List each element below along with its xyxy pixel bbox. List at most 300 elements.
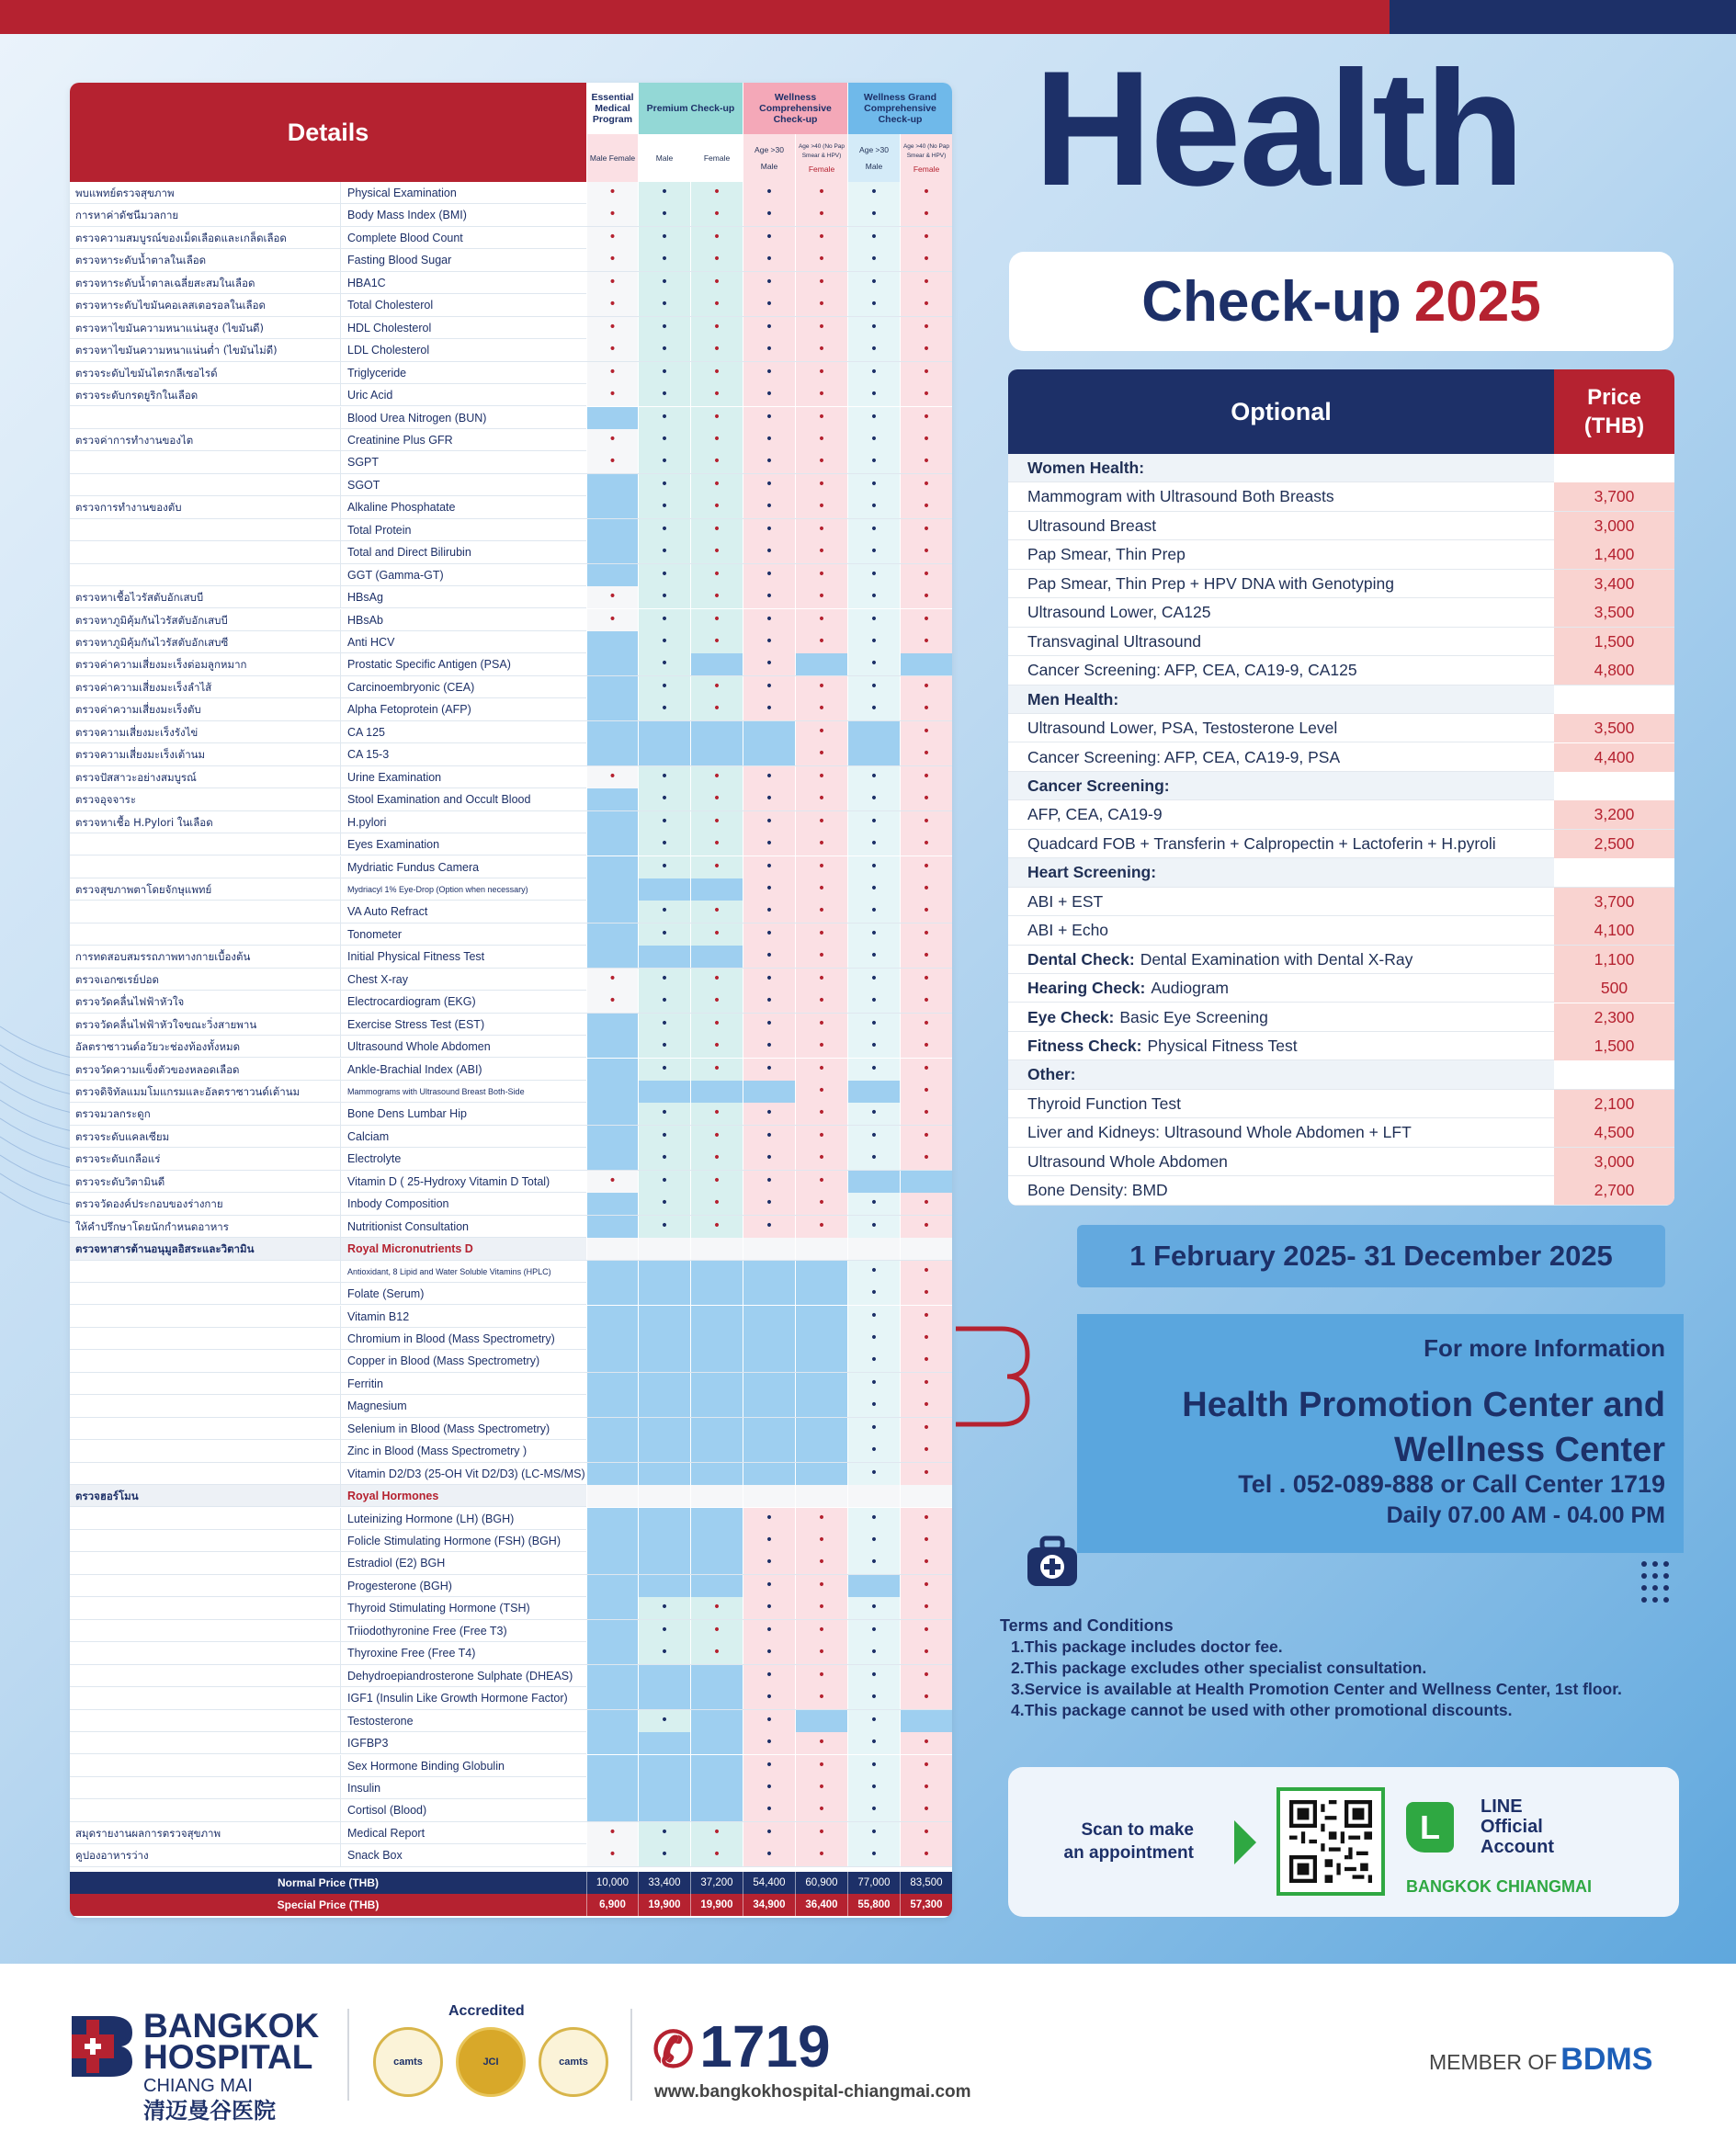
table-row bbox=[70, 1014, 952, 1036]
package-cell bbox=[638, 1575, 690, 1597]
included-dot-icon: • bbox=[765, 1060, 774, 1076]
table-row bbox=[70, 1732, 952, 1754]
included-dot-icon: • bbox=[817, 1667, 826, 1683]
row-test-name: Ultrasound Whole Abdomen bbox=[340, 1036, 586, 1058]
package-cell bbox=[900, 811, 952, 833]
included-dot-icon: • bbox=[765, 566, 774, 582]
row-test-name: Mydriatic Fundus Camera bbox=[340, 856, 586, 878]
included-dot-icon: • bbox=[712, 925, 721, 941]
included-dot-icon: • bbox=[869, 1150, 879, 1166]
optional-item bbox=[1008, 1148, 1674, 1176]
package-cell bbox=[743, 1844, 795, 1866]
package-cell bbox=[638, 519, 690, 541]
table-row bbox=[70, 1036, 952, 1058]
table-row bbox=[70, 1575, 952, 1597]
included-dot-icon: • bbox=[869, 1038, 879, 1054]
included-dot-icon: • bbox=[660, 319, 669, 334]
table-row bbox=[70, 1642, 952, 1664]
row-thai-label: ตรวจสุขภาพตาโดยจักษุแพทย์ bbox=[75, 882, 212, 896]
package-cell bbox=[638, 204, 690, 226]
included-dot-icon: • bbox=[660, 1038, 669, 1054]
qr-code-icon bbox=[1289, 1800, 1372, 1883]
row-thai-label bbox=[75, 924, 333, 946]
optional-item-price: 1,400 bbox=[1554, 540, 1674, 569]
included-dot-icon: • bbox=[712, 1824, 721, 1840]
package-cell bbox=[586, 721, 638, 743]
included-dot-icon: • bbox=[922, 1779, 931, 1795]
package-cell bbox=[638, 1328, 690, 1350]
included-dot-icon: • bbox=[817, 948, 826, 964]
package-cell bbox=[847, 1508, 900, 1530]
included-dot-icon: • bbox=[660, 678, 669, 694]
package-cell bbox=[690, 924, 743, 946]
included-dot-icon: • bbox=[922, 813, 931, 829]
package-cell bbox=[847, 1642, 900, 1664]
row-thai-label: ตรวจหาเชื้อ H.Pylori ในเลือด bbox=[75, 815, 213, 829]
included-dot-icon: • bbox=[765, 229, 774, 244]
included-dot-icon: • bbox=[869, 476, 879, 492]
package-cell bbox=[743, 1193, 795, 1215]
optional-item-name: Ultrasound Breast bbox=[1027, 516, 1157, 535]
table-row bbox=[70, 1552, 952, 1574]
included-dot-icon: • bbox=[817, 364, 826, 380]
included-dot-icon: • bbox=[922, 297, 931, 312]
included-dot-icon: • bbox=[817, 678, 826, 694]
package-cell bbox=[586, 653, 638, 675]
package-cell bbox=[847, 586, 900, 608]
subhead-grand-male-label: Male bbox=[865, 162, 883, 171]
package-cell bbox=[900, 339, 952, 361]
included-dot-icon: • bbox=[922, 1577, 931, 1592]
included-dot-icon: • bbox=[660, 634, 669, 649]
included-dot-icon: • bbox=[765, 993, 774, 1009]
brand-line-3: CHIANG MAI bbox=[143, 2076, 253, 2096]
included-dot-icon: • bbox=[922, 611, 931, 627]
included-dot-icon: • bbox=[817, 1555, 826, 1570]
row-test-name: Chromium in Blood (Mass Spectrometry) bbox=[340, 1328, 586, 1350]
table-row bbox=[70, 1306, 952, 1328]
website-link[interactable]: www.bangkokhospital-chiangmai.com bbox=[654, 2082, 971, 2102]
row-test-name: Copper in Blood (Mass Spectrometry) bbox=[340, 1350, 586, 1372]
included-dot-icon: • bbox=[765, 1510, 774, 1525]
package-cell bbox=[847, 1014, 900, 1036]
row-test-name: Mydriacyl 1% Eye-Drop (Option when necessary) bbox=[340, 878, 586, 901]
included-dot-icon: • bbox=[869, 1398, 879, 1413]
package-cell bbox=[743, 1485, 795, 1507]
row-thai-label bbox=[75, 1777, 333, 1799]
appointment-card bbox=[1008, 1767, 1679, 1917]
package-cell bbox=[743, 991, 795, 1013]
phone-number[interactable] bbox=[652, 2012, 831, 2080]
package-cell bbox=[795, 1373, 847, 1395]
included-dot-icon: • bbox=[817, 1060, 826, 1076]
package-cell bbox=[638, 1059, 690, 1081]
optional-item-name: ABI + EST bbox=[1027, 891, 1104, 911]
package-cell bbox=[795, 362, 847, 384]
optional-item-price: 3,000 bbox=[1554, 1148, 1674, 1176]
package-cell bbox=[638, 182, 690, 204]
included-dot-icon: • bbox=[660, 1150, 669, 1166]
table-row bbox=[70, 721, 952, 743]
table-row bbox=[70, 833, 952, 856]
row-thai-label bbox=[75, 901, 333, 923]
package-cell bbox=[690, 1508, 743, 1530]
row-test-name: Vitamin B12 bbox=[340, 1306, 586, 1328]
package-cell bbox=[795, 1216, 847, 1238]
line-logo: L bbox=[1406, 1802, 1454, 1853]
package-cell bbox=[690, 1103, 743, 1125]
brand-name bbox=[143, 2007, 320, 2125]
package-cell bbox=[795, 878, 847, 901]
package-cell bbox=[690, 1597, 743, 1619]
package-cell bbox=[638, 676, 690, 698]
row-test-name: Dehydroepiandrosterone Sulphate (DHEAS) bbox=[340, 1665, 586, 1687]
package-cell bbox=[690, 294, 743, 316]
accreditation bbox=[368, 2003, 616, 2104]
package-cell bbox=[795, 407, 847, 429]
included-dot-icon: • bbox=[712, 387, 721, 402]
row-test-name: Fasting Blood Sugar bbox=[340, 249, 586, 271]
included-dot-icon: • bbox=[765, 1127, 774, 1143]
package-cell bbox=[795, 339, 847, 361]
row-test-name: Folicle Stimulating Hormone (FSH) (BGH) bbox=[340, 1530, 586, 1552]
package-cell bbox=[743, 946, 795, 968]
package-cell bbox=[900, 1328, 952, 1350]
package-cell bbox=[900, 1014, 952, 1036]
package-cell bbox=[795, 1508, 847, 1530]
optional-item-price: 3,500 bbox=[1554, 598, 1674, 627]
row-test-name: Royal Micronutrients D bbox=[340, 1238, 586, 1260]
included-dot-icon: • bbox=[765, 880, 774, 896]
package-cell bbox=[795, 1261, 847, 1283]
included-dot-icon: • bbox=[765, 791, 774, 807]
package-cell bbox=[795, 833, 847, 856]
table-row bbox=[70, 1283, 952, 1305]
package-cell bbox=[638, 833, 690, 856]
package-cell bbox=[690, 541, 743, 563]
package-cell bbox=[743, 1799, 795, 1821]
table-row bbox=[70, 294, 952, 316]
package-cell bbox=[638, 901, 690, 923]
row-thai-label: ตรวจเอกซเรย์ปอด bbox=[75, 972, 159, 986]
package-cell bbox=[638, 924, 690, 946]
member-of-bdms bbox=[1429, 2042, 1652, 2078]
package-cell bbox=[743, 1395, 795, 1417]
optional-item-name: Men Health: bbox=[1027, 689, 1119, 708]
optional-item-price: 4,100 bbox=[1554, 916, 1674, 945]
row-thai-label bbox=[75, 1799, 333, 1821]
package-cell bbox=[900, 227, 952, 249]
optional-header: Optional bbox=[1008, 369, 1554, 454]
row-test-name: SGOT bbox=[340, 474, 586, 496]
included-dot-icon: • bbox=[660, 656, 669, 672]
included-dot-icon: • bbox=[712, 1847, 721, 1863]
package-cell bbox=[638, 1755, 690, 1777]
package-cell bbox=[847, 1418, 900, 1440]
row-thai-label bbox=[75, 1508, 333, 1530]
included-dot-icon: • bbox=[817, 431, 826, 447]
package-cell bbox=[743, 1171, 795, 1193]
price-header-line1: Price bbox=[1587, 385, 1641, 410]
table-row bbox=[70, 249, 952, 271]
table-row bbox=[70, 474, 952, 496]
package-cell bbox=[690, 249, 743, 271]
optional-item-name: Pap Smear, Thin Prep bbox=[1027, 545, 1186, 564]
footer-divider bbox=[347, 2009, 349, 2101]
optional-price-table bbox=[1008, 369, 1674, 1206]
package-cell bbox=[900, 429, 952, 451]
package-cell bbox=[795, 182, 847, 204]
package-cell bbox=[900, 1463, 952, 1485]
included-dot-icon: • bbox=[869, 1645, 879, 1660]
package-cell bbox=[900, 1283, 952, 1305]
table-row bbox=[70, 1103, 952, 1125]
included-dot-icon: • bbox=[765, 364, 774, 380]
optional-item-price bbox=[1554, 1060, 1674, 1089]
package-cell bbox=[743, 833, 795, 856]
row-thai-label bbox=[75, 1395, 333, 1417]
included-dot-icon: • bbox=[869, 1195, 879, 1211]
package-cell bbox=[586, 362, 638, 384]
row-thai-label: ให้คำปรึกษาโดยนักกำหนดอาหาร bbox=[75, 1219, 229, 1233]
included-dot-icon: • bbox=[869, 229, 879, 244]
table-row bbox=[70, 1530, 952, 1552]
optional-item bbox=[1008, 598, 1674, 627]
included-dot-icon: • bbox=[869, 701, 879, 717]
table-row bbox=[70, 946, 952, 968]
included-dot-icon: • bbox=[817, 387, 826, 402]
optional-item-name: Transvaginal Ultrasound bbox=[1027, 631, 1202, 651]
special-price-value: 57,300 bbox=[900, 1894, 952, 1916]
included-dot-icon: • bbox=[922, 1443, 931, 1458]
package-cell bbox=[690, 317, 743, 339]
package-cell bbox=[795, 1799, 847, 1821]
subhead-wellness-30 bbox=[743, 134, 795, 182]
included-dot-icon: • bbox=[660, 297, 669, 312]
included-dot-icon: • bbox=[712, 1038, 721, 1054]
package-cell bbox=[900, 946, 952, 968]
included-dot-icon: • bbox=[922, 1735, 931, 1751]
included-dot-icon: • bbox=[608, 185, 617, 199]
optional-category bbox=[1008, 1060, 1674, 1089]
included-dot-icon: • bbox=[712, 993, 721, 1009]
package-cell bbox=[900, 496, 952, 518]
package-cell bbox=[743, 272, 795, 294]
included-dot-icon: • bbox=[712, 297, 721, 312]
table-row bbox=[70, 788, 952, 810]
row-test-name: HBsAb bbox=[340, 609, 586, 631]
package-cell bbox=[690, 811, 743, 833]
package-cell bbox=[638, 1126, 690, 1148]
included-dot-icon: • bbox=[765, 544, 774, 560]
row-test-name: Electrocardiogram (EKG) bbox=[340, 991, 586, 1013]
package-cell bbox=[638, 1642, 690, 1664]
subhead-premium-male bbox=[638, 134, 690, 182]
table-row bbox=[70, 1328, 952, 1350]
included-dot-icon: • bbox=[608, 589, 617, 605]
optional-item-price: 1,100 bbox=[1554, 946, 1674, 974]
included-dot-icon: • bbox=[765, 297, 774, 312]
package-cell bbox=[690, 496, 743, 518]
subhead-grand-40-label: Age >40 (No Pap Smear & HPV) bbox=[902, 143, 950, 159]
optional-item-name: Bone Density: BMD bbox=[1027, 1181, 1168, 1200]
package-cell bbox=[586, 676, 638, 698]
normal-price-value: 37,200 bbox=[690, 1872, 743, 1894]
included-dot-icon: • bbox=[660, 1847, 669, 1863]
row-test-name: CA 15-3 bbox=[340, 743, 586, 765]
row-test-name: Stool Examination and Occult Blood bbox=[340, 788, 586, 810]
row-thai-label: ตรวจหาภูมิคุ้มกันไวรัสตับอักเสบซี bbox=[75, 636, 229, 649]
row-thai-label bbox=[75, 1642, 333, 1664]
info-tel[interactable]: Tel . 052-089-888 or Call Center 1719 bbox=[1238, 1470, 1665, 1498]
package-cell bbox=[743, 1620, 795, 1642]
included-dot-icon: • bbox=[922, 858, 931, 874]
included-dot-icon: • bbox=[660, 252, 669, 267]
included-dot-icon: • bbox=[817, 858, 826, 874]
included-dot-icon: • bbox=[817, 1127, 826, 1143]
included-dot-icon: • bbox=[765, 1779, 774, 1795]
package-cell bbox=[743, 1306, 795, 1328]
included-dot-icon: • bbox=[869, 813, 879, 829]
included-dot-icon: • bbox=[765, 1218, 774, 1233]
optional-item bbox=[1008, 540, 1674, 569]
subhead-wellness-40-label: Age >40 (No Pap Smear & HPV) bbox=[798, 143, 845, 159]
included-dot-icon: • bbox=[869, 1802, 879, 1818]
package-cell bbox=[586, 1193, 638, 1215]
package-cell bbox=[847, 811, 900, 833]
package-cell bbox=[586, 1418, 638, 1440]
qr-code[interactable] bbox=[1276, 1787, 1385, 1896]
table-row bbox=[70, 182, 952, 204]
package-cell bbox=[638, 991, 690, 1013]
info-label: For more Information bbox=[1424, 1334, 1665, 1362]
package-cell bbox=[743, 496, 795, 518]
table-row bbox=[70, 1620, 952, 1642]
scan-text: Scan to make an appointment bbox=[1063, 1820, 1194, 1863]
row-test-name: Selenium in Blood (Mass Spectrometry) bbox=[340, 1418, 586, 1440]
package-cell bbox=[795, 1620, 847, 1642]
row-test-name: Nutritionist Consultation bbox=[340, 1216, 586, 1238]
included-dot-icon: • bbox=[869, 1510, 879, 1525]
package-cell bbox=[638, 969, 690, 991]
row-thai-label bbox=[75, 474, 333, 496]
package-cell bbox=[638, 1463, 690, 1485]
table-row bbox=[70, 1193, 952, 1215]
table-row bbox=[70, 564, 952, 586]
row-test-name: Folate (Serum) bbox=[340, 1283, 586, 1305]
included-dot-icon: • bbox=[817, 1645, 826, 1660]
package-cell bbox=[795, 676, 847, 698]
special-price-value: 36,400 bbox=[795, 1894, 847, 1916]
row-test-name: Progesterone (BGH) bbox=[340, 1575, 586, 1597]
table-row bbox=[70, 1418, 952, 1440]
package-cell bbox=[847, 1597, 900, 1619]
row-test-name: Ferritin bbox=[340, 1373, 586, 1395]
package-cell bbox=[743, 249, 795, 271]
package-cell bbox=[847, 969, 900, 991]
included-dot-icon: • bbox=[817, 521, 826, 537]
package-cell bbox=[743, 227, 795, 249]
package-cell bbox=[900, 788, 952, 810]
package-cell bbox=[743, 384, 795, 406]
included-dot-icon: • bbox=[869, 297, 879, 312]
package-cell bbox=[847, 1777, 900, 1799]
table-row bbox=[70, 1171, 952, 1193]
included-dot-icon: • bbox=[608, 342, 617, 357]
included-dot-icon: • bbox=[869, 521, 879, 537]
package-cell bbox=[900, 609, 952, 631]
row-thai-label: ตรวจฮอร์โมน bbox=[75, 1490, 139, 1503]
included-dot-icon: • bbox=[765, 970, 774, 986]
package-cell bbox=[690, 1485, 743, 1507]
optional-item bbox=[1008, 946, 1674, 974]
included-dot-icon: • bbox=[869, 1443, 879, 1458]
package-cell bbox=[586, 969, 638, 991]
included-dot-icon: • bbox=[660, 1015, 669, 1031]
package-cell bbox=[638, 1799, 690, 1821]
package-cell bbox=[743, 1126, 795, 1148]
included-dot-icon: • bbox=[922, 1622, 931, 1637]
package-cell bbox=[795, 272, 847, 294]
optional-item bbox=[1008, 1032, 1674, 1060]
package-cell bbox=[690, 1148, 743, 1170]
included-dot-icon: • bbox=[817, 970, 826, 986]
package-cell bbox=[690, 384, 743, 406]
row-thai-label: สมุดรายงานผลการตรวจสุขภาพ bbox=[75, 1826, 221, 1840]
package-cell bbox=[900, 541, 952, 563]
included-dot-icon: • bbox=[817, 476, 826, 492]
package-cell bbox=[690, 429, 743, 451]
included-dot-icon: • bbox=[869, 1824, 879, 1840]
brand-line-1: BANGKOK bbox=[143, 2007, 320, 2045]
package-cell bbox=[900, 1216, 952, 1238]
package-cell bbox=[690, 1665, 743, 1687]
optional-item bbox=[1008, 714, 1674, 742]
included-dot-icon: • bbox=[765, 1533, 774, 1547]
package-cell bbox=[586, 407, 638, 429]
row-test-name: Total Cholesterol bbox=[340, 294, 586, 316]
included-dot-icon: • bbox=[608, 364, 617, 380]
package-cell bbox=[847, 856, 900, 878]
package-cell bbox=[900, 204, 952, 226]
included-dot-icon: • bbox=[765, 1667, 774, 1683]
included-dot-icon: • bbox=[660, 1824, 669, 1840]
price-header bbox=[1554, 369, 1674, 454]
info-center: Health Promotion Center and Wellness Center bbox=[1182, 1386, 1665, 1469]
package-cell bbox=[795, 1283, 847, 1305]
included-dot-icon: • bbox=[608, 387, 617, 402]
row-test-name: Anti HCV bbox=[340, 631, 586, 653]
package-cell bbox=[847, 429, 900, 451]
included-dot-icon: • bbox=[922, 589, 931, 605]
optional-item bbox=[1008, 743, 1674, 772]
package-cell bbox=[847, 1755, 900, 1777]
special-price-value: 55,800 bbox=[847, 1894, 900, 1916]
included-dot-icon: • bbox=[660, 431, 669, 447]
row-test-name: Thyroxine Free (Free T4) bbox=[340, 1642, 586, 1664]
row-thai-label: ตรวจความเสี่ยงมะเร็งรังไข่ bbox=[75, 725, 199, 739]
included-dot-icon: • bbox=[660, 207, 669, 222]
row-thai-label bbox=[75, 1440, 333, 1462]
included-dot-icon: • bbox=[869, 858, 879, 874]
package-cell bbox=[743, 1036, 795, 1058]
page-title: Health bbox=[1034, 37, 1523, 220]
package-cell bbox=[847, 946, 900, 968]
subhead-wellness-30-label: Age >30 bbox=[755, 145, 784, 154]
included-dot-icon: • bbox=[712, 521, 721, 537]
package-cell bbox=[638, 1665, 690, 1687]
included-dot-icon: • bbox=[660, 1105, 669, 1121]
